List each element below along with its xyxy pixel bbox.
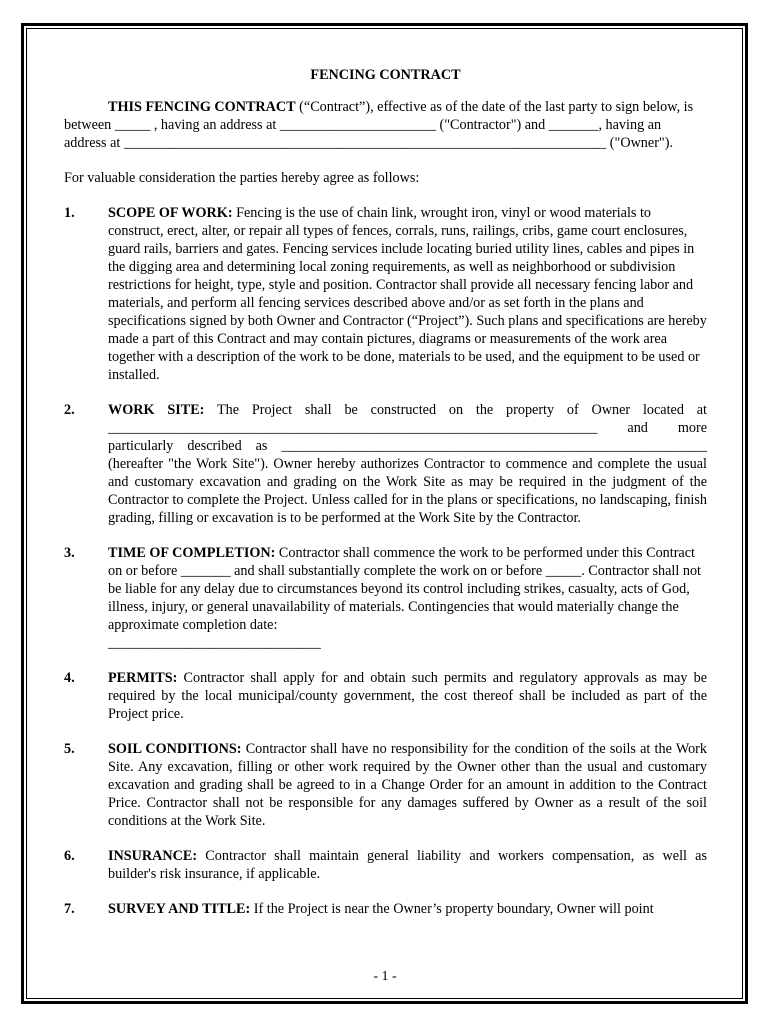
section-text: Contractor shall commence the work to be performed under this Contract on or before _______ and shall substantially complete the work on or before _____. Contractor shall not be liable for any delay due to circumstances beyond its control including strikes, casualty, acts of God, illness, injury, or general unavailability of materials. Contingencies that would materially change the approximate completion date: <box>108 545 701 633</box>
section-number: 7. <box>64 901 75 917</box>
intro-paragraph <box>64 98 707 152</box>
section-number: 5. <box>64 741 75 757</box>
section-soil-conditions <box>64 740 707 830</box>
section-heading: INSURANCE: <box>108 848 198 864</box>
section-number: 4. <box>64 670 75 686</box>
section-number: 1. <box>64 205 75 221</box>
section-heading: WORK SITE: <box>108 402 205 418</box>
page-number: - 1 - <box>373 969 397 984</box>
section-heading: SURVEY AND TITLE: <box>108 901 251 917</box>
section-text: The Project shall be constructed on the property of Owner located at _____________________________________________________________________ and more particularly described as ____________________________________________________________ (hereafter "the Work Site"). Owner hereby authorizes Contractor to commence and complete the usual and customary excavation and grading on the Work Site as may be required in the judgment of the Contractor to complete the Project. Unless called for in the plans or specifications, no landscaping, finish grading, filling or excavation is to be performed at the Work Site by the Contractor. <box>108 402 707 526</box>
section-heading: TIME OF COMPLETION: <box>108 545 276 561</box>
section-work-site <box>64 401 707 527</box>
section-number: 3. <box>64 545 75 561</box>
section-permits <box>64 669 707 723</box>
section-number: 6. <box>64 848 75 864</box>
section-heading: SOIL CONDITIONS: <box>108 741 242 757</box>
document-title: FENCING CONTRACT <box>310 67 461 83</box>
section-text: Fencing is the use of chain link, wrought iron, vinyl or wood materials to construct, erect, alter, or repair all types of fences, corrals, runs, railings, cribs, game court enclosures, guard rails, barriers and gates. Fencing services include locating buried utility lines, cables and pipes in the digging area and determining local zoning requirements, as well as neighborhood or subdivision restrictions for height, type, style and position. Contractor shall provide all necessary fencing labor and materials, and perform all fencing services described above and/or as set forth in the plans and specifications signed by both Owner and Contractor (“Project”). Such plans and specifications are hereby made a part of this Contract and may contain pictures, diagrams or measurements of the work area together with a description of the work to be done, materials to be used, and the equipment to be used or installed. <box>108 205 707 383</box>
completion-blank: ______________________________ <box>108 635 321 651</box>
intro-text: (“Contract”), effective as of the date of the last party to sign below, is between _____ , having an address at ______________________ ("Contractor") and _______, having an address at ____________________________________________________________________ ("Owner"). <box>64 99 694 151</box>
section-text: Contractor shall have no responsibility for the condition of the soils at the Work Site. Any excavation, filling or other work required by the Owner other than the usual and customary excavation and grading shall be agreed to in a Change Order for an amount in addition to the Contract Price. Contractor shall not be responsible for any damages suffered by Owner as a result of the soil conditions at the Work Site. <box>108 741 707 829</box>
section-text: Contractor shall maintain general liability and workers compensation, as well as builder's risk insurance, if applicable. <box>108 848 707 882</box>
intro-lead: THIS FENCING CONTRACT <box>108 99 296 115</box>
section-time-of-completion <box>64 544 707 652</box>
section-text: If the Project is near the Owner’s property boundary, Owner will point <box>250 901 654 917</box>
section-insurance <box>64 847 707 883</box>
section-heading: SCOPE OF WORK: <box>108 205 233 221</box>
section-heading: PERMITS: <box>108 670 178 686</box>
document-page <box>64 60 707 935</box>
section-scope-of-work <box>64 204 707 384</box>
consideration-paragraph: For valuable consideration the parties hereby agree as follows: <box>64 170 420 186</box>
section-number: 2. <box>64 402 75 418</box>
section-text: Contractor shall apply for and obtain such permits and regulatory approvals as may be required by the local municipal/county government, the cost thereof shall be included as part of the Project price. <box>108 670 707 722</box>
section-survey-and-title <box>64 900 707 918</box>
